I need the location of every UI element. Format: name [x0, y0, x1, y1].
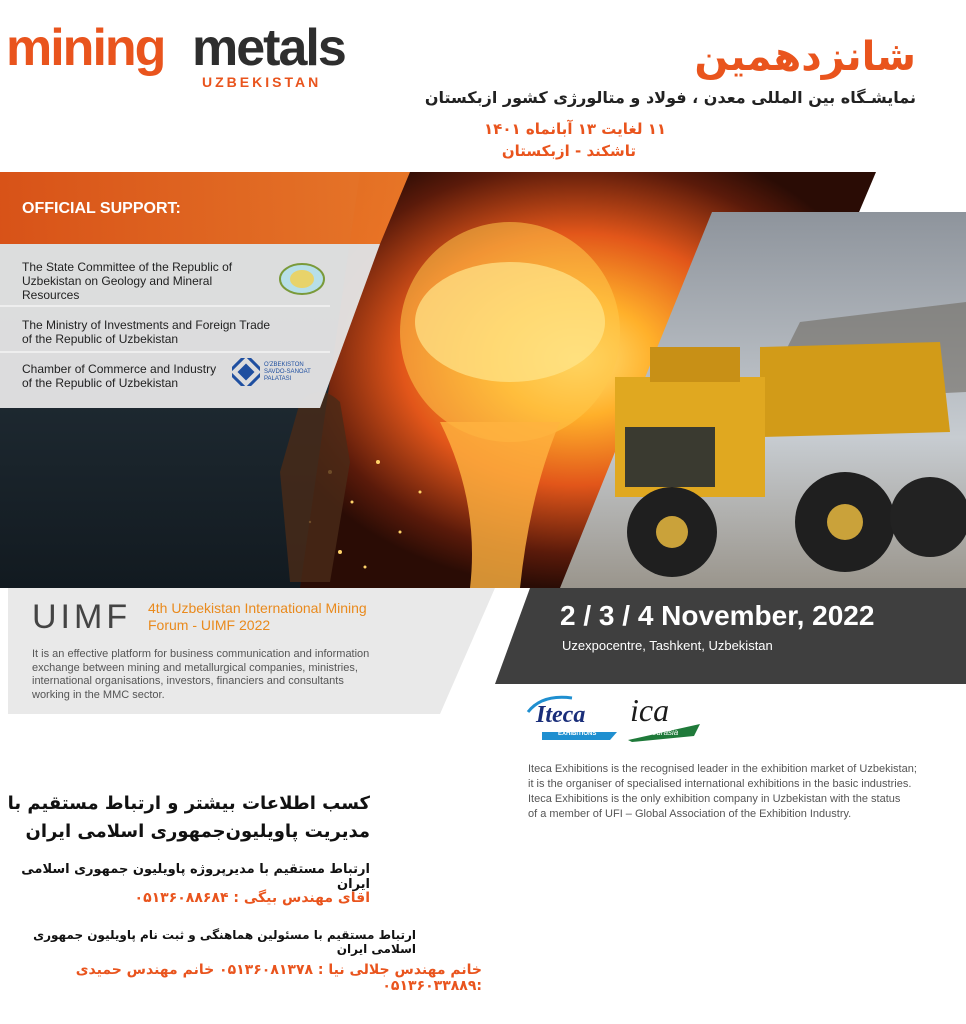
iteca-logo-word: Iteca — [536, 702, 586, 728]
support-item-line: Chamber of Commerce and Industry — [22, 362, 217, 376]
fa-contact-manager-label: ارتباط مستقیم با مدیرپروژه پاویلیون جمهوری اسلامی ایران — [21, 862, 370, 892]
logo-mining-word: mining — [6, 19, 165, 77]
fa-contact-manager-phone[interactable]: اقای مهندس بیگی : ۰۵۱۳۶۰۸۸۶۸۴ — [134, 890, 370, 906]
support-item-line: of the Republic of Uzbekistan — [22, 376, 179, 390]
fa-contact-registration-phones[interactable]: خانم مهندس جلالی نیا : ۰۵۱۳۶۰۸۱۳۷۸ خانم مهندس حمیدی :۰۵۱۳۶۰۳۳۸۸۹ — [75, 962, 482, 994]
fa-more-info-line: مدیریت پاویلیون‌جمهوری اسلامی ایران — [25, 821, 370, 842]
forum-desc-line: exchange between mining and metallurgical companies, ministries, — [32, 661, 358, 674]
official-support-heading: OFFICIAL SUPPORT: — [22, 200, 181, 217]
ica-logo-sub: eurasia — [652, 728, 679, 737]
organiser-desc-line: Iteca Exhibitions is the recognised leader in the exhibition market of Uzbekistan; — [528, 763, 917, 775]
forum-description — [32, 648, 412, 702]
event-venue: Uzexpocentre, Tashkent, Uzbekistan — [562, 638, 773, 653]
forum-title-line: Forum - UIMF 2022 — [148, 617, 271, 633]
support-item-line: Resources — [22, 288, 80, 302]
forum-title-line: 4th Uzbekistan International Mining — [148, 600, 367, 616]
ica-eurasia-logo — [628, 692, 708, 744]
fa-event-dates: ۱۱ لغایت ۱۳ آبانماه ۱۴۰۱ — [484, 120, 666, 138]
chamber-logo-text: O'ZBEKISTON SAVDO-SANOAT PALATASI — [264, 362, 311, 382]
support-item-geology — [22, 260, 262, 302]
fa-contact-registration-label: ارتباط مستقیم با مسئولین هماهنگی و ثبت نام پاویلیون جمهوری اسلامی ایران — [33, 928, 416, 956]
ica-logo-word: ica — [630, 692, 670, 728]
logo-metals-word: metals — [192, 19, 345, 77]
support-item-chamber — [22, 362, 262, 390]
logo-country: UZBEKISTAN — [202, 74, 322, 90]
organiser-desc-line: Iteca Exhibitions is the only exhibition company in Uzbekistan with the status — [528, 793, 901, 805]
mining-metals-logo — [6, 18, 396, 88]
uimf-logo: UIMF — [32, 598, 132, 636]
fa-more-info-line: کسب اطلاعات بیشتر و ارتباط مستقیم با — [7, 793, 370, 814]
forum-desc-line: international organisations, investors, financiers and consultants — [32, 675, 344, 687]
fa-exhibition-subtitle: نمایشـگاه بین المللی معدن ، فولاد و متالورژی کشور ازبکستان — [424, 88, 916, 107]
support-item-line: The State Committee of the Republic of — [22, 260, 233, 274]
chamber-logo-icon — [232, 358, 312, 386]
fa-event-city: تاشکند - ازبکستان — [501, 142, 636, 160]
forum-desc-line: working in the MMC sector. — [32, 688, 165, 701]
support-item-line: Uzbekistan on Geology and Mineral — [22, 274, 213, 288]
organiser-desc-line: of a member of UFI – Global Association of the Exhibition Industry. — [528, 808, 852, 820]
event-dates: 2 / 3 / 4 November, 2022 — [560, 600, 875, 631]
iteca-logo-sub: EXHIBITIONS — [558, 731, 597, 737]
organiser-desc-line: it is the organiser of specialised international exhibitions in the basic industries. — [528, 778, 912, 790]
support-item-ministry — [22, 318, 292, 346]
fa-more-info — [8, 790, 370, 846]
organiser-description — [528, 762, 948, 822]
geology-emblem-icon — [278, 262, 326, 300]
forum-desc-line: It is an effective platform for business communication and information — [32, 648, 370, 660]
support-item-line: of the Republic of Uzbekistan — [22, 332, 179, 346]
fa-edition-title: شانزدهمین — [694, 34, 916, 80]
forum-title — [148, 600, 448, 634]
support-item-line: The Ministry of Investments and Foreign Trade — [22, 318, 271, 332]
iteca-logo — [522, 692, 622, 742]
